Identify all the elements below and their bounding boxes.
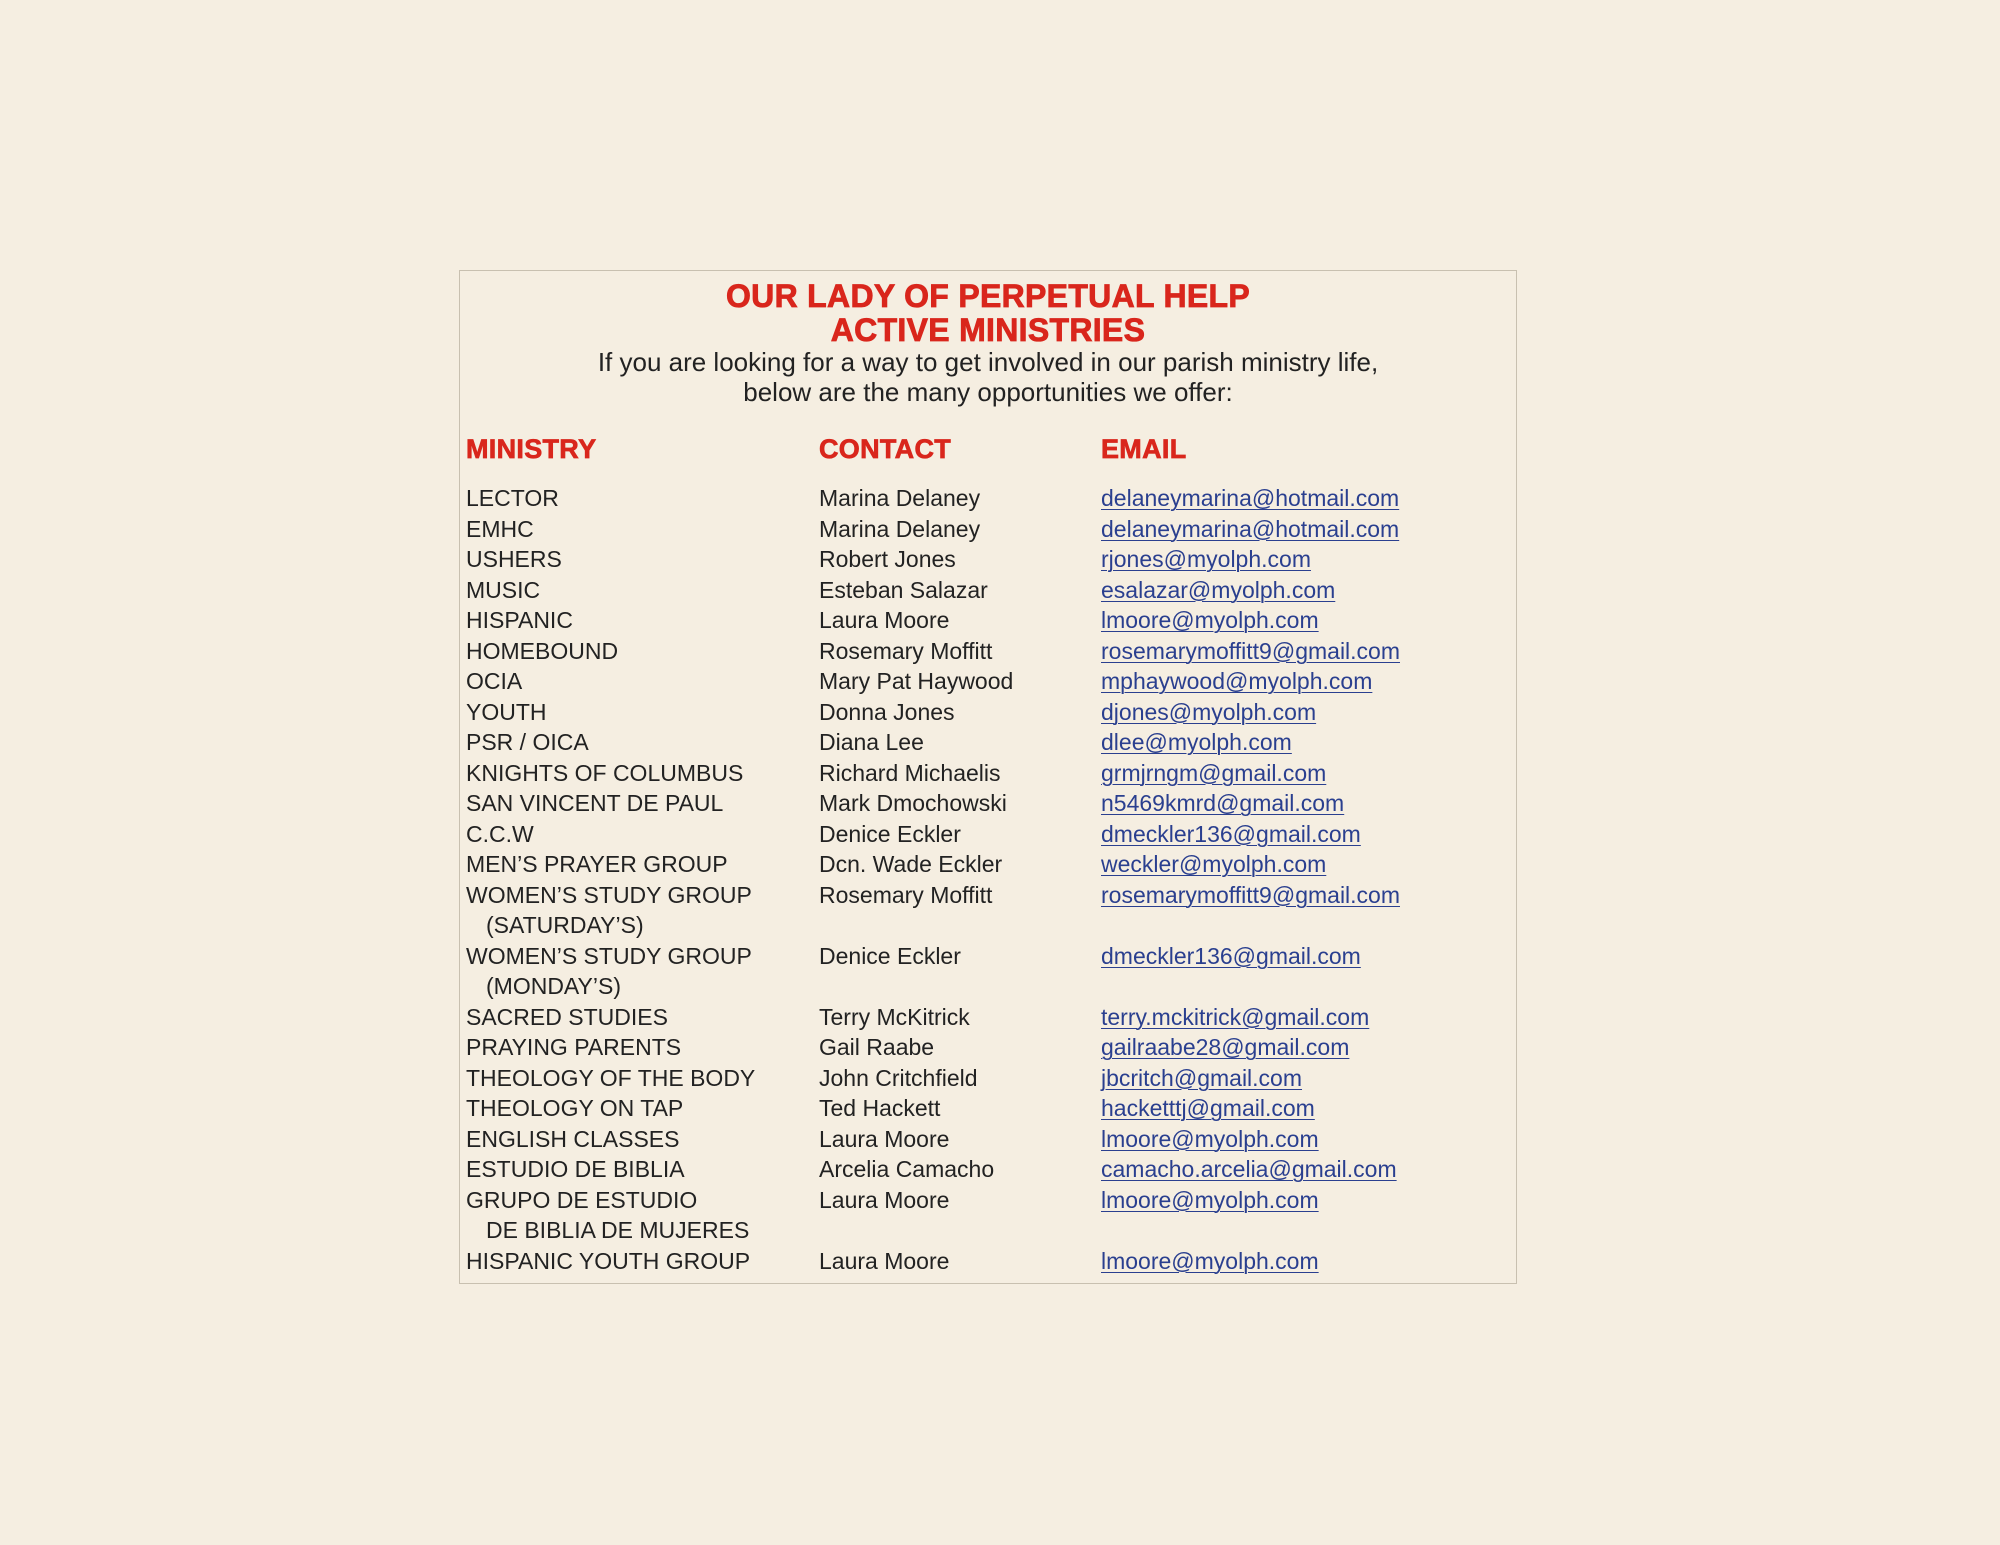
email-link[interactable]: n5469kmrd@gmail.com: [1101, 790, 1345, 816]
ministry-column-header: MINISTRY: [466, 434, 597, 464]
intro-text-line-2: below are the many opportunities we offer:: [743, 377, 1233, 407]
email-link[interactable]: dlee@myolph.com: [1101, 729, 1292, 755]
ministry-name: MUSIC: [466, 576, 541, 603]
email-link[interactable]: grmjrngm@gmail.com: [1101, 759, 1327, 786]
table-row: [466, 727, 1516, 758]
email-link[interactable]: lmoore@myolph.com: [1101, 1186, 1319, 1213]
table-row: [466, 819, 1516, 850]
contact-name: Mary Pat Haywood: [819, 668, 1014, 694]
ministry-name: PSR / OICA: [466, 729, 589, 755]
ministry-name: HOMEBOUND: [466, 637, 619, 664]
table-row: [466, 758, 1516, 789]
contact-name: Donna Jones: [819, 698, 955, 725]
ministry-name: HISPANIC: [466, 607, 573, 633]
ministry-name: WOMEN’S STUDY GROUP: [466, 942, 752, 969]
email-link[interactable]: dmeckler136@gmail.com: [1101, 942, 1361, 969]
email-link[interactable]: delaneymarina@hotmail.com: [1101, 485, 1400, 511]
email-link[interactable]: lmoore@myolph.com: [1101, 607, 1319, 633]
email-link[interactable]: esalazar@myolph.com: [1101, 576, 1336, 603]
ministry-name: THEOLOGY OF THE BODY: [466, 1064, 756, 1091]
table-row: [466, 788, 1516, 819]
ministry-name: PRAYING PARENTS: [466, 1034, 682, 1060]
contact-name: Marina Delaney: [819, 515, 981, 542]
contact-name: Dcn. Wade Eckler: [819, 851, 1003, 877]
email-link[interactable]: jbcritch@gmail.com: [1101, 1064, 1303, 1091]
contact-name: Richard Michaelis: [819, 759, 1001, 786]
contact-name: Rosemary Moffitt: [819, 881, 993, 908]
email-link[interactable]: mphaywood@myolph.com: [1101, 668, 1373, 694]
table-row: [466, 636, 1516, 667]
email-link[interactable]: rosemarymoffitt9@gmail.com: [1101, 637, 1400, 664]
table-row: [466, 697, 1516, 728]
table-row: [466, 1185, 1516, 1246]
ministry-table: [466, 483, 1516, 1276]
contact-name: Denice Eckler: [819, 820, 961, 847]
email-link[interactable]: terry.mckitrick@gmail.com: [1101, 1003, 1370, 1030]
email-link[interactable]: hacketttj@gmail.com: [1101, 1095, 1315, 1121]
email-link[interactable]: djones@myolph.com: [1101, 698, 1317, 725]
contact-name: Diana Lee: [819, 729, 924, 755]
ministry-name: C.C.W: [466, 820, 534, 847]
contact-name: Arcelia Camacho: [819, 1156, 995, 1182]
contact-name: Gail Raabe: [819, 1034, 935, 1060]
page-subtitle: ACTIVE MINISTRIES: [830, 312, 1146, 348]
contact-column-header: CONTACT: [819, 434, 952, 464]
ministry-name: WOMEN’S STUDY GROUP: [466, 881, 752, 908]
email-link[interactable]: gailraabe28@gmail.com: [1101, 1034, 1350, 1060]
ministry-name: EMHC: [466, 515, 534, 542]
table-row: [466, 1093, 1516, 1124]
table-row: [466, 514, 1516, 545]
contact-name: Laura Moore: [819, 1125, 950, 1152]
table-row: [466, 1032, 1516, 1063]
email-link[interactable]: lmoore@myolph.com: [1101, 1247, 1319, 1274]
contact-name: Denice Eckler: [819, 942, 961, 969]
contact-name: Laura Moore: [819, 1186, 950, 1213]
contact-name: Rosemary Moffitt: [819, 637, 993, 664]
ministry-name: SAN VINCENT DE PAUL: [466, 790, 724, 816]
contact-name: Terry McKitrick: [819, 1003, 970, 1030]
ministry-name: ENGLISH CLASSES: [466, 1125, 680, 1152]
email-link[interactable]: rjones@myolph.com: [1101, 546, 1311, 572]
ministry-name-continued: (SATURDAY’S): [486, 912, 644, 938]
contact-name: Mark Dmochowski: [819, 790, 1007, 816]
table-row: [466, 941, 1516, 1002]
contact-name: John Critchfield: [819, 1064, 978, 1091]
contact-name: Marina Delaney: [819, 485, 981, 511]
email-link[interactable]: weckler@myolph.com: [1101, 851, 1327, 877]
ministry-name: OCIA: [466, 668, 523, 694]
table-row: [466, 880, 1516, 941]
table-row: [466, 1246, 1516, 1277]
ministries-card: [459, 270, 1517, 1284]
table-row: [466, 1002, 1516, 1033]
table-row: [466, 575, 1516, 606]
ministry-name: THEOLOGY ON TAP: [466, 1095, 684, 1121]
ministry-name: MEN’S PRAYER GROUP: [466, 851, 728, 877]
ministry-name: YOUTH: [466, 698, 547, 725]
contact-name: Esteban Salazar: [819, 576, 988, 603]
ministry-name-continued: (MONDAY’S): [486, 973, 622, 999]
ministry-name: USHERS: [466, 546, 562, 572]
email-link[interactable]: rosemarymoffitt9@gmail.com: [1101, 881, 1400, 908]
email-link[interactable]: camacho.arcelia@gmail.com: [1101, 1156, 1397, 1182]
table-row: [466, 483, 1516, 514]
table-row: [466, 1154, 1516, 1185]
table-row: [466, 849, 1516, 880]
contact-name: Robert Jones: [819, 546, 956, 572]
ministry-name: SACRED STUDIES: [466, 1003, 668, 1030]
ministry-name: ESTUDIO DE BIBLIA: [466, 1156, 685, 1182]
table-row: [466, 1063, 1516, 1094]
contact-name: Laura Moore: [819, 1247, 950, 1274]
table-row: [466, 1124, 1516, 1155]
intro-text-line-1: If you are looking for a way to get involved in our parish ministry life,: [597, 347, 1379, 377]
ministry-name-continued: DE BIBLIA DE MUJERES: [486, 1217, 750, 1243]
email-link[interactable]: lmoore@myolph.com: [1101, 1125, 1319, 1152]
contact-name: Laura Moore: [819, 607, 950, 633]
page-title: OUR LADY OF PERPETUAL HELP: [725, 278, 1250, 314]
ministry-name: GRUPO DE ESTUDIO: [466, 1186, 698, 1213]
ministry-name: LECTOR: [466, 485, 559, 511]
table-row: [466, 544, 1516, 575]
contact-name: Ted Hackett: [819, 1095, 941, 1121]
ministry-name: HISPANIC YOUTH GROUP: [466, 1247, 751, 1274]
table-row: [466, 605, 1516, 636]
table-row: [466, 666, 1516, 697]
email-link[interactable]: dmeckler136@gmail.com: [1101, 820, 1361, 847]
ministry-name: KNIGHTS OF COLUMBUS: [466, 759, 744, 786]
email-column-header: EMAIL: [1101, 434, 1187, 464]
email-link[interactable]: delaneymarina@hotmail.com: [1101, 515, 1400, 542]
